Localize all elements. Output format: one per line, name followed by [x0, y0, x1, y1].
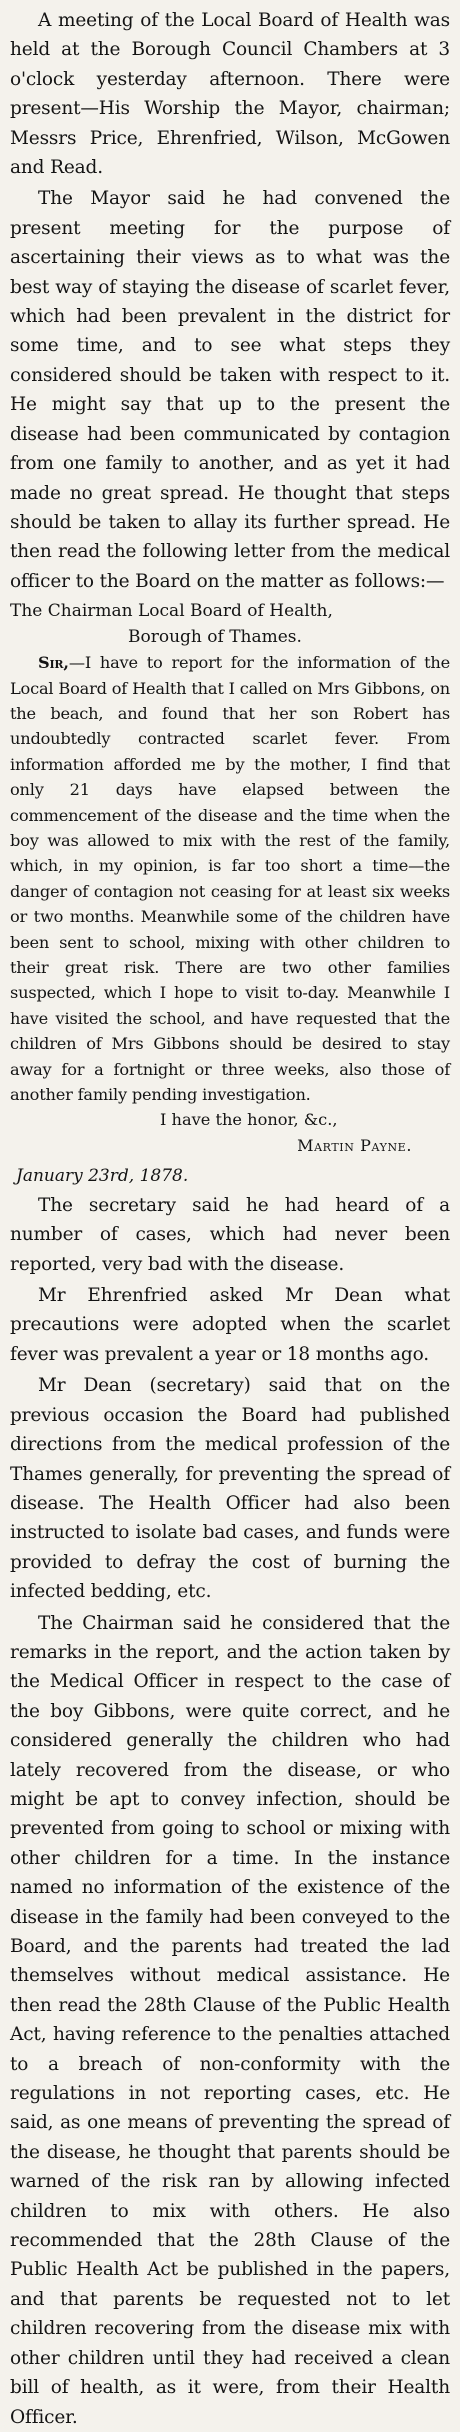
letter-signature: Martin Payne.	[297, 1135, 412, 1155]
paragraph-ehrenfried-question: Mr Ehrenfried asked Mr Dean what precautions were adopted when the scarlet fever was prevalent a year or 18 months ago.	[10, 1285, 450, 1365]
letter-salutation: Sir,	[38, 653, 69, 673]
letter-address	[10, 598, 450, 650]
letter-address-line-2: Borough of Thames.	[128, 627, 302, 648]
letter-closing: I have the honor, &c.,	[160, 1110, 338, 1130]
letter-body	[10, 650, 450, 1107]
paragraph-secretary-cases: The secretary said he had heard of a number of cases, which had never been reported, very bad with the disease.	[10, 1194, 450, 1275]
letter-address-line-1: The Chairman Local Board of Health,	[10, 601, 333, 622]
letter-body-text: —I have to report for the information of the Local Board of Health that I called on Mrs Gibbons, on the beach, and found that her son Robert has undoubtedly contracted scarlet fever. From information afforded me by the mother, I find that only 21 days have elapsed between the commencement of the disease and the time when the boy was allowed to mix with the rest of the family, which, in my opinion, is far too short a time—the danger of contagion not ceasing for at least six weeks or two months. Meanwhile some of the children have been sent to school, mixing with other children to their great risk. There are two other families suspected, which I hope to visit to-day. Meanwhile I have visited the school, and have requested that the children of Mrs Gibbons should be desired to stay away for a fortnight or three weeks, also those of another family pending investigation.	[10, 653, 450, 1105]
paragraph-dean-reply: Mr Dean (secretary) said that on the previous occasion the Board had published directions from the medical profession of the Thames generally, for preventing the spread of disease. The Health Officer had also been instructed to isolate bad cases, and funds were provided to defray the cost of burning the infected bedding, etc.	[10, 1375, 450, 1603]
paragraph-chairman-remarks: The Chairman said he considered that the remarks in the report, and the action taken by the Medical Officer in respect to the case of the boy Gibbons, were quite correct, and he considered generally the children who had lately recovered from the disease, or who might be apt to convey infection, should be prevented from going to school or mixing with other children for a time. In the instance named no information of the existence of the disease in the family had been conveyed to the Board, and the parents had treated the lad themselves without medical assistance. He then read the 28th Clause of the Public Health Act, having reference to the penalties attached to a breach of non-conformity with the regulations in not reporting cases, etc. He said, as one means of preventing the spread of the disease, he thought that parents should be warned of the risk ran by allowing infected children to mix with others. He also recommended that the 28th Clause of the Public Health Act be published in the papers, and that parents be requested not to let children recovering from the disease mix with other children until they had received a clean bill of health, as it were, from their Health Officer.	[10, 1612, 450, 2428]
paragraph-meeting-opening: A meeting of the Local Board of Health was held at the Borough Council Chambers at 3 o'clock yesterday afternoon. There were present—His Worship the Mayor, chairman; Messrs Price, Ehrenfried, Wilson, McGowen and Read.	[10, 10, 450, 179]
paragraph-mayor-statement: The Mayor said he had convened the present meeting for the purpose of ascertaining their views as to what was the best way of staying the disease of scarlet fever, which had been prevalent in the district for some time, and to see what steps they considered should be taken with respect to it. He might say that up to the present the disease had been communicated by contagion from one family to another, and as yet it had made no great spread. He thought that steps should be taken to allay its further spread. He then read the following letter from the medical officer to the Board on the matter as follows:—	[10, 188, 450, 592]
letter-date: January 23rd, 1878.	[16, 1165, 189, 1186]
